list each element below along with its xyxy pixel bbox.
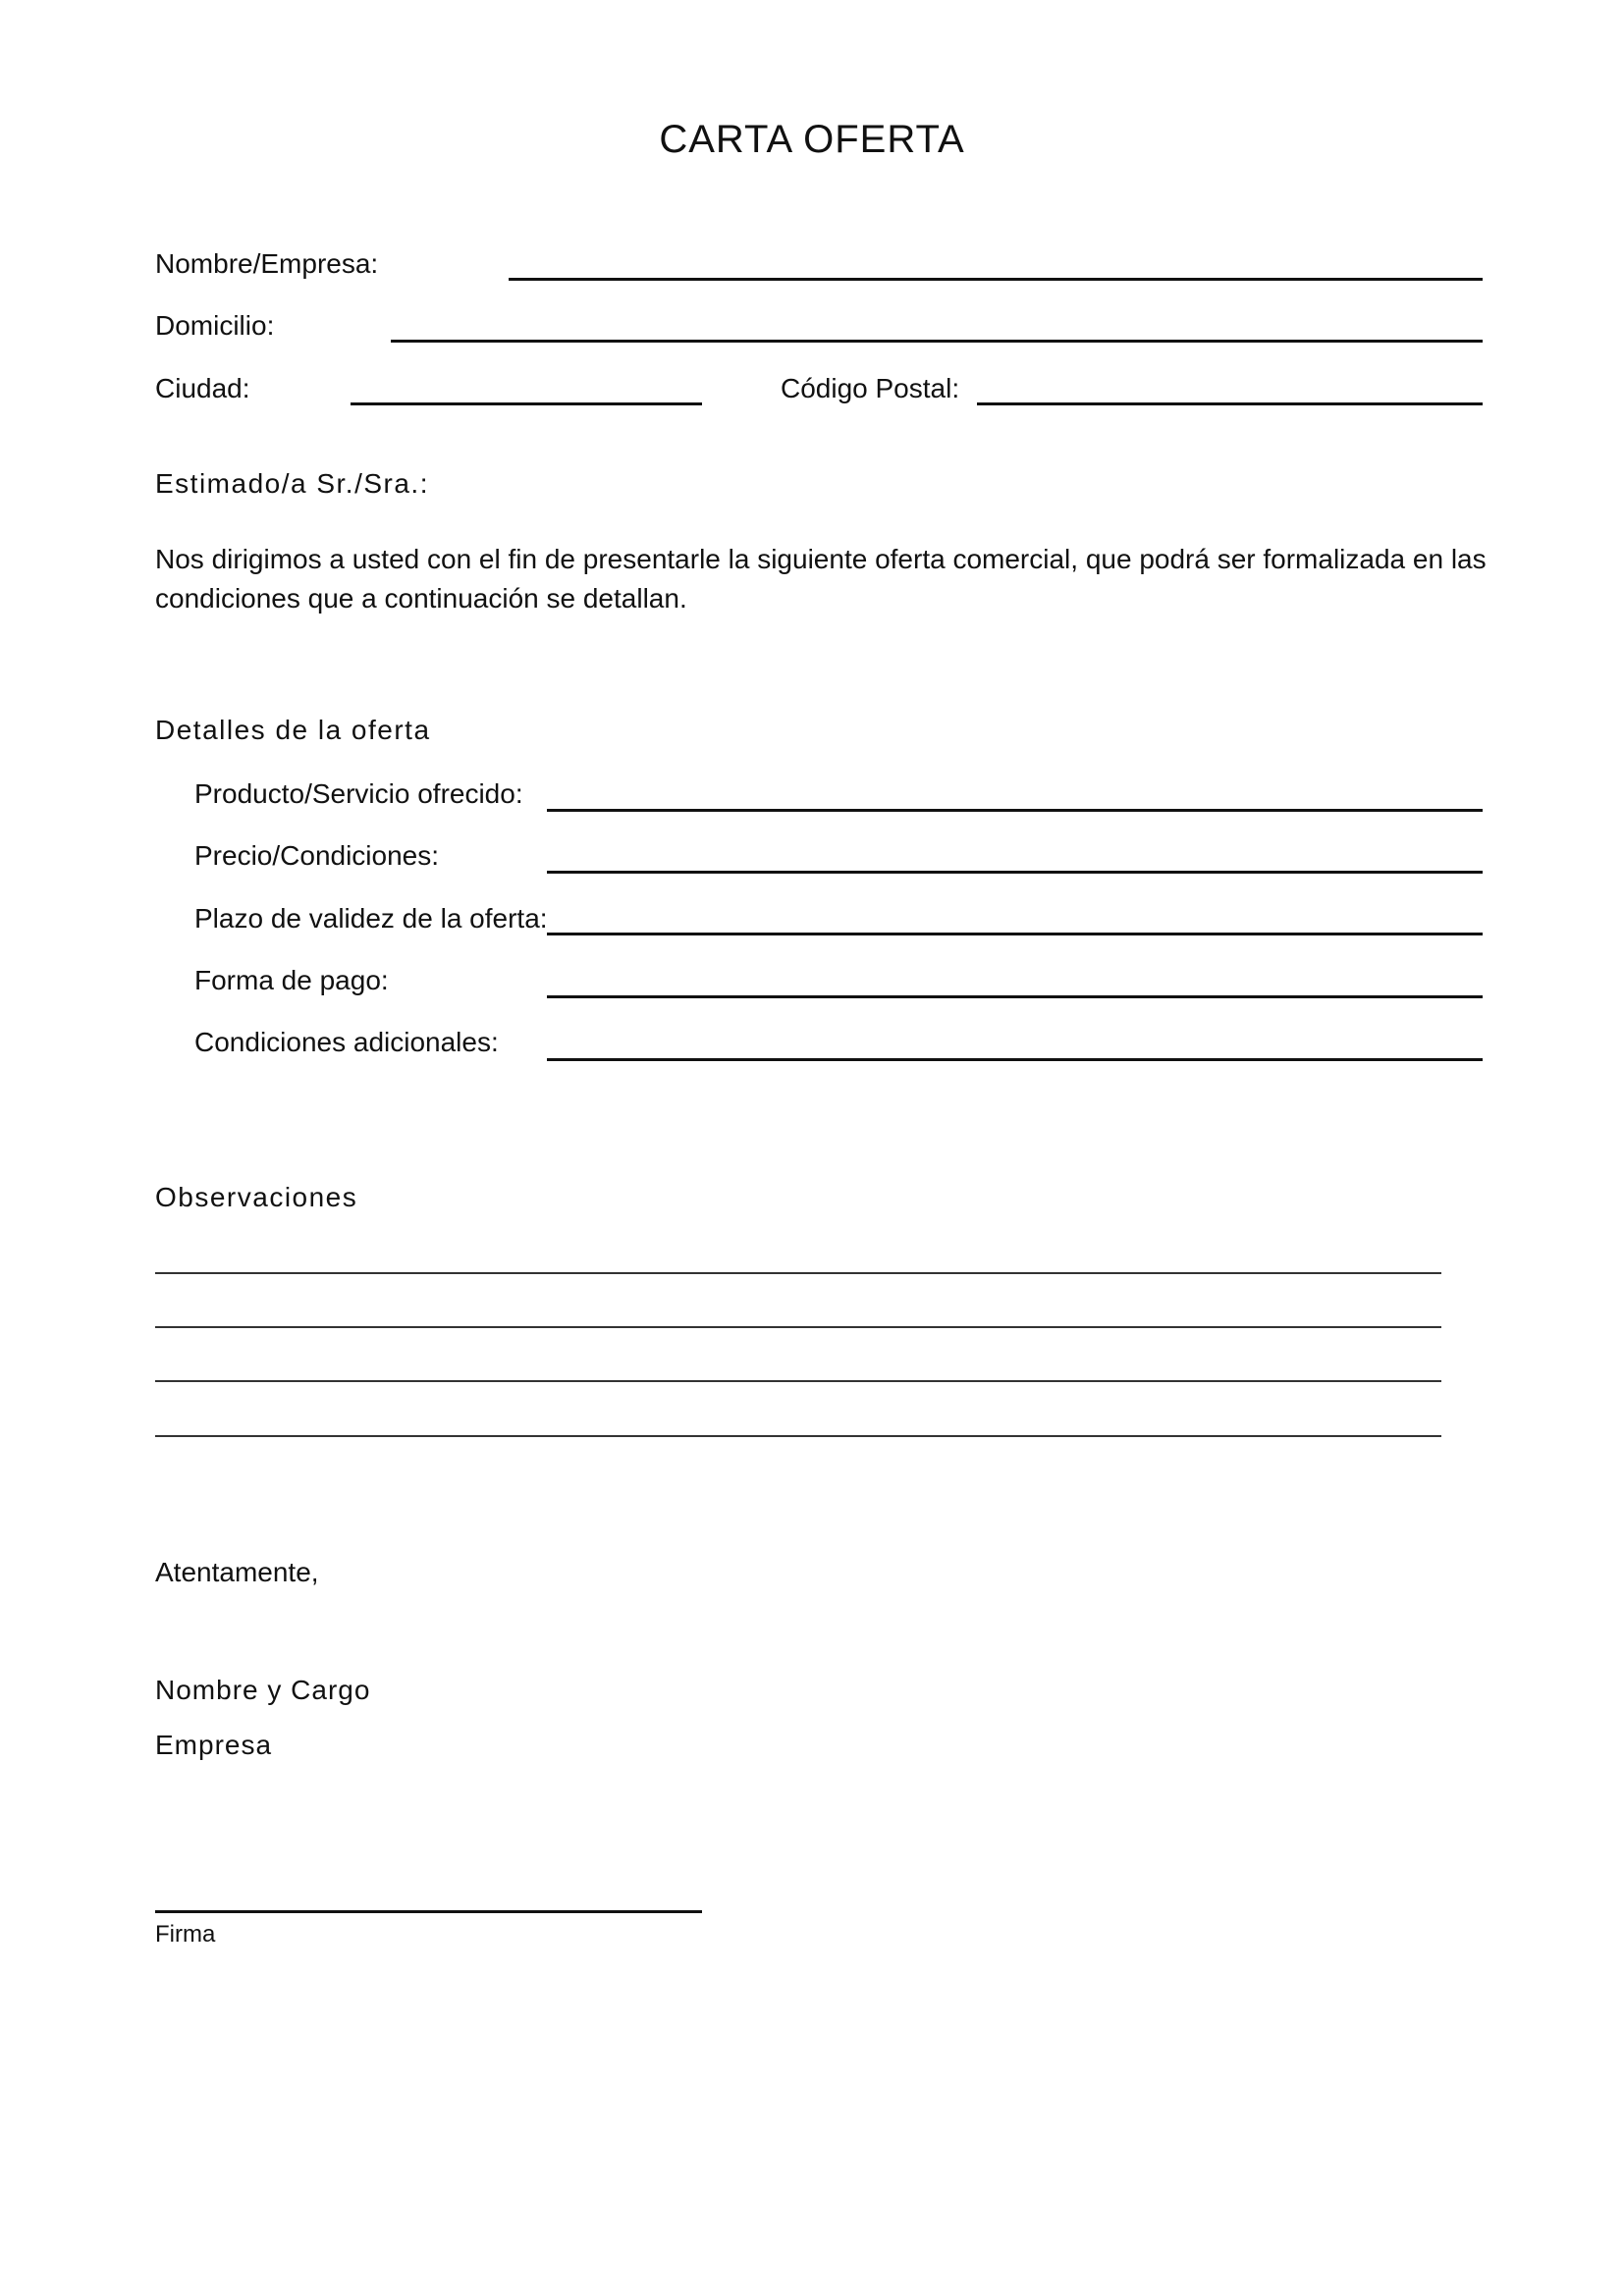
additional-conditions-field[interactable] [547, 1058, 1483, 1061]
signature-line[interactable] [155, 1910, 702, 1913]
observations-line-1[interactable] [155, 1272, 1441, 1274]
postal-code-label: Código Postal: [781, 373, 960, 403]
payment-method-field[interactable] [547, 995, 1483, 998]
additional-conditions-label: Condiciones adicionales: [194, 1027, 499, 1057]
price-conditions-field[interactable] [547, 871, 1483, 874]
price-conditions-label: Precio/Condiciones: [194, 840, 440, 871]
intro-paragraph: Nos dirigimos a usted con el fin de presentarle la siguiente oferta comercial, que podrá ser formalizada en las condiciones que a continuación se detallan. [155, 544, 1487, 614]
product-service-label: Producto/Servicio ofrecido: [194, 778, 523, 809]
city-field[interactable] [351, 402, 702, 405]
product-service-field[interactable] [547, 809, 1483, 812]
observations-line-2[interactable] [155, 1326, 1441, 1328]
postal-code-field[interactable] [977, 402, 1483, 405]
observations-heading: Observaciones [155, 1182, 358, 1212]
city-label: Ciudad: [155, 373, 250, 403]
greeting: Estimado/a Sr./Sra.: [155, 468, 429, 499]
payment-method-label: Forma de pago: [194, 965, 389, 995]
company-label: Empresa [155, 1730, 273, 1760]
address-label: Domicilio: [155, 310, 275, 341]
document-title: CARTA OFERTA [659, 118, 965, 161]
name-company-label: Nombre/Empresa: [155, 248, 379, 279]
observations-line-4[interactable] [155, 1435, 1441, 1437]
validity-period-label: Plazo de validez de la oferta: [194, 903, 548, 934]
closing: Atentamente, [155, 1557, 319, 1587]
signature-label: Firma [155, 1921, 216, 1948]
name-company-field[interactable] [509, 278, 1483, 281]
validity-period-field[interactable] [547, 933, 1483, 935]
name-and-role: Nombre y Cargo [155, 1675, 371, 1705]
observations-line-3[interactable] [155, 1380, 1441, 1382]
address-field[interactable] [391, 340, 1483, 343]
details-heading: Detalles de la oferta [155, 715, 431, 745]
